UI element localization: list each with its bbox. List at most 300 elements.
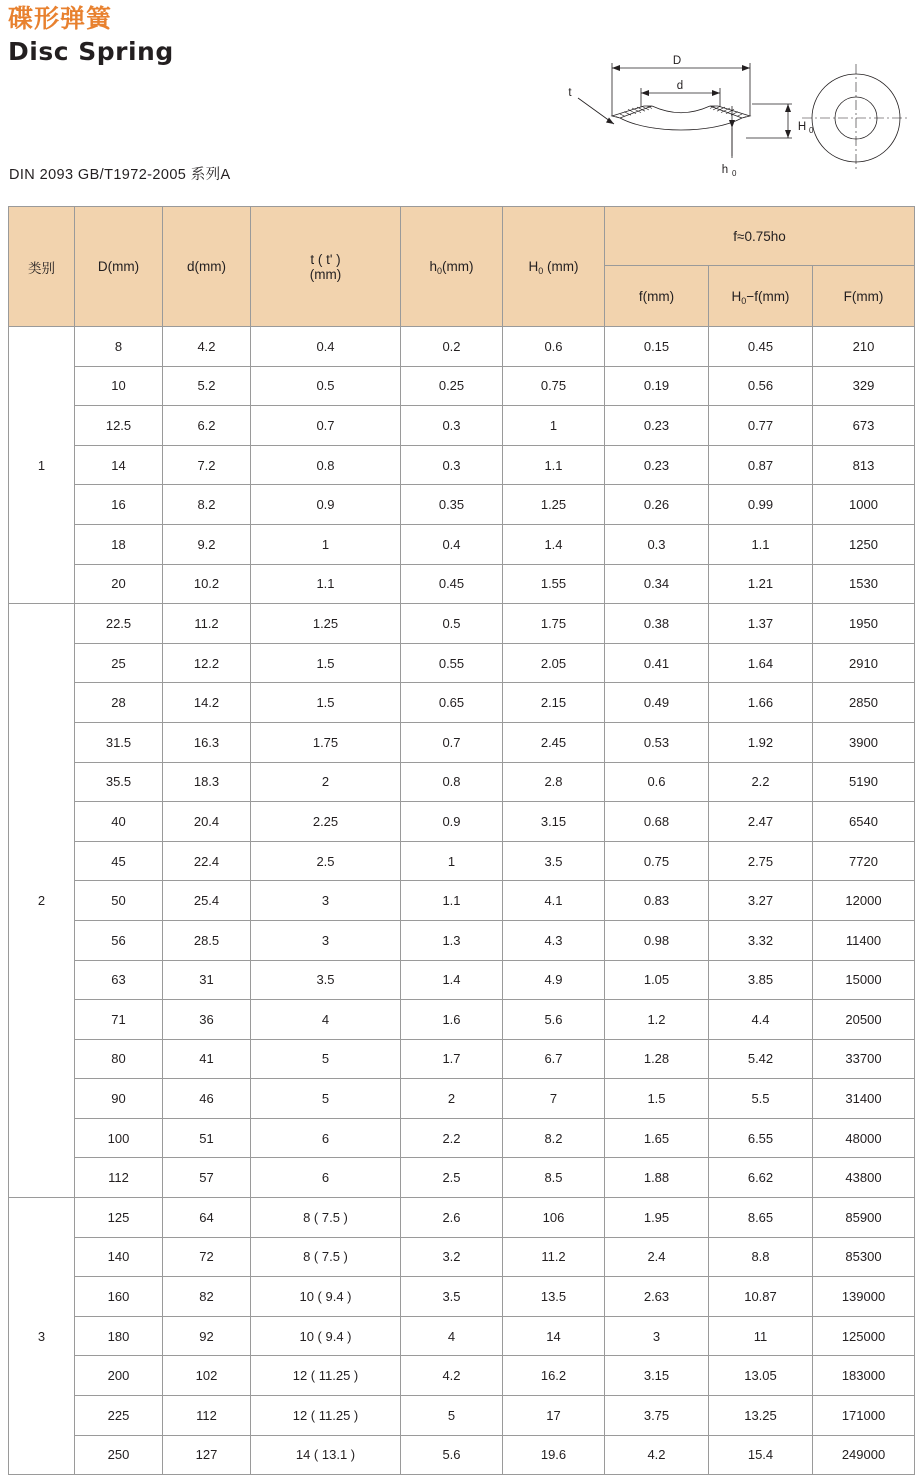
- svg-text:H: H: [797, 121, 807, 133]
- cell-4: 19.6: [503, 1435, 605, 1475]
- cell-3: 2.6: [401, 1198, 503, 1238]
- cell-1: 10.2: [163, 564, 251, 604]
- cell-6: 5.5: [709, 1079, 813, 1119]
- cell-7: 249000: [813, 1435, 915, 1475]
- cell-3: 0.9: [401, 802, 503, 842]
- table-row: [9, 445, 915, 485]
- cell-2: 2.5: [251, 841, 401, 881]
- cell-2: 1.5: [251, 683, 401, 723]
- cell-3: 1.7: [401, 1039, 503, 1079]
- cell-5: 3.15: [605, 1356, 709, 1396]
- cell-0: 80: [75, 1039, 163, 1079]
- cell-0: 8: [75, 327, 163, 367]
- header-h0-label: h: [429, 259, 437, 274]
- cell-5: 0.26: [605, 485, 709, 525]
- cell-7: 31400: [813, 1079, 915, 1119]
- cell-3: 3.2: [401, 1237, 503, 1277]
- cell-1: 51: [163, 1118, 251, 1158]
- cell-7: 673: [813, 406, 915, 446]
- cell-1: 41: [163, 1039, 251, 1079]
- cell-5: 2.63: [605, 1277, 709, 1317]
- cell-6: 1.37: [709, 604, 813, 644]
- cell-1: 92: [163, 1316, 251, 1356]
- cell-4: 1.4: [503, 524, 605, 564]
- cell-3: 0.45: [401, 564, 503, 604]
- cell-0: 225: [75, 1396, 163, 1436]
- cell-7: 2850: [813, 683, 915, 723]
- cell-2: 1.75: [251, 722, 401, 762]
- cell-1: 12.2: [163, 643, 251, 683]
- cell-3: 0.35: [401, 485, 503, 525]
- cell-6: 10.87: [709, 1277, 813, 1317]
- cell-4: 4.3: [503, 920, 605, 960]
- cell-7: 183000: [813, 1356, 915, 1396]
- cell-2: 10 ( 9.4 ): [251, 1277, 401, 1317]
- cell-1: 20.4: [163, 802, 251, 842]
- cell-2: 0.4: [251, 327, 401, 367]
- table-row: [9, 722, 915, 762]
- cell-5: 1.88: [605, 1158, 709, 1198]
- cell-2: 3: [251, 920, 401, 960]
- cell-6: 2.75: [709, 841, 813, 881]
- header-H0-minus-f-label: H: [731, 288, 742, 304]
- table-row: [9, 920, 915, 960]
- cell-7: 12000: [813, 881, 915, 921]
- header-F: F(mm): [813, 266, 915, 327]
- cell-4: 106: [503, 1198, 605, 1238]
- cell-2: 0.9: [251, 485, 401, 525]
- cell-0: 50: [75, 881, 163, 921]
- table-row: [9, 643, 915, 683]
- cell-5: 0.83: [605, 881, 709, 921]
- cell-5: 0.38: [605, 604, 709, 644]
- cell-0: 90: [75, 1079, 163, 1119]
- cell-1: 18.3: [163, 762, 251, 802]
- cell-3: 5: [401, 1396, 503, 1436]
- cell-2: 0.5: [251, 366, 401, 406]
- cell-5: 2.4: [605, 1237, 709, 1277]
- cell-6: 6.55: [709, 1118, 813, 1158]
- cell-0: 45: [75, 841, 163, 881]
- cell-3: 0.3: [401, 406, 503, 446]
- cell-5: 0.3: [605, 524, 709, 564]
- header-H0-sub: 0: [538, 266, 544, 276]
- cell-7: 210: [813, 327, 915, 367]
- cell-0: 35.5: [75, 762, 163, 802]
- cell-2: 3.5: [251, 960, 401, 1000]
- cell-5: 0.23: [605, 406, 709, 446]
- cell-7: 2910: [813, 643, 915, 683]
- header-H0-minus-f-rest: −f(mm): [746, 288, 790, 304]
- cell-6: 13.05: [709, 1356, 813, 1396]
- cell-6: 5.42: [709, 1039, 813, 1079]
- cell-6: 0.87: [709, 445, 813, 485]
- cell-7: 15000: [813, 960, 915, 1000]
- cell-5: 0.19: [605, 366, 709, 406]
- cell-7: 1000: [813, 485, 915, 525]
- table-row: [9, 1000, 915, 1040]
- standard-reference: DIN 2093 GB/T1972-2005 系列A: [9, 167, 231, 183]
- cell-0: 125: [75, 1198, 163, 1238]
- cell-6: 2.2: [709, 762, 813, 802]
- cell-1: 22.4: [163, 841, 251, 881]
- cell-3: 2: [401, 1079, 503, 1119]
- cell-4: 3.5: [503, 841, 605, 881]
- cell-0: 56: [75, 920, 163, 960]
- cell-7: 3900: [813, 722, 915, 762]
- cell-7: 48000: [813, 1118, 915, 1158]
- header-H0-minus-f: [709, 266, 813, 327]
- cell-5: 0.6: [605, 762, 709, 802]
- page-title-english: Disc Spring: [8, 37, 174, 66]
- cell-7: 7720: [813, 841, 915, 881]
- table-row: [9, 406, 915, 446]
- cell-7: 139000: [813, 1277, 915, 1317]
- cell-0: 18: [75, 524, 163, 564]
- cell-1: 112: [163, 1396, 251, 1436]
- cell-4: 1.25: [503, 485, 605, 525]
- cell-5: 3: [605, 1316, 709, 1356]
- table-row: [9, 802, 915, 842]
- header-H0-label: H: [528, 259, 539, 274]
- header-f: f(mm): [605, 266, 709, 327]
- cell-7: 33700: [813, 1039, 915, 1079]
- table-row: [9, 960, 915, 1000]
- cell-4: 4.9: [503, 960, 605, 1000]
- header-category: 类别: [9, 207, 75, 327]
- svg-text:D: D: [672, 55, 682, 67]
- cell-4: 5.6: [503, 1000, 605, 1040]
- svg-text:h: h: [721, 164, 729, 176]
- cell-1: 57: [163, 1158, 251, 1198]
- cell-6: 1.92: [709, 722, 813, 762]
- table-row: [9, 1435, 915, 1475]
- cell-2: 5: [251, 1039, 401, 1079]
- table-header-row-1: [9, 207, 915, 266]
- cell-5: 0.41: [605, 643, 709, 683]
- header-t-label: t ( t' ): [310, 251, 341, 267]
- cell-0: 112: [75, 1158, 163, 1198]
- cell-2: 5: [251, 1079, 401, 1119]
- cell-1: 28.5: [163, 920, 251, 960]
- cell-2: 6: [251, 1118, 401, 1158]
- cell-6: 13.25: [709, 1396, 813, 1436]
- table-body: [9, 327, 915, 1475]
- header-H0: [503, 207, 605, 327]
- cell-0: 160: [75, 1277, 163, 1317]
- cell-6: 6.62: [709, 1158, 813, 1198]
- header-t-unit: (mm): [309, 266, 342, 282]
- cell-2: 3: [251, 881, 401, 921]
- table-row: [9, 564, 915, 604]
- table-row: [9, 524, 915, 564]
- cell-7: 11400: [813, 920, 915, 960]
- cell-5: 1.2: [605, 1000, 709, 1040]
- table-row: [9, 1396, 915, 1436]
- cell-5: 0.15: [605, 327, 709, 367]
- cell-4: 2.15: [503, 683, 605, 723]
- cell-3: 0.25: [401, 366, 503, 406]
- header-H0-minus-f-sub: 0: [741, 295, 747, 306]
- cell-0: 16: [75, 485, 163, 525]
- cell-1: 6.2: [163, 406, 251, 446]
- cell-1: 25.4: [163, 881, 251, 921]
- table-row: [9, 1079, 915, 1119]
- cell-1: 9.2: [163, 524, 251, 564]
- cell-7: 5190: [813, 762, 915, 802]
- cell-4: 2.05: [503, 643, 605, 683]
- table-row: [9, 1039, 915, 1079]
- cell-3: 1.4: [401, 960, 503, 1000]
- svg-text:d: d: [676, 80, 684, 92]
- table-row: [9, 841, 915, 881]
- cell-7: 20500: [813, 1000, 915, 1040]
- svg-text:0: 0: [732, 169, 737, 178]
- cell-4: 16.2: [503, 1356, 605, 1396]
- cell-3: 0.5: [401, 604, 503, 644]
- cell-3: 4: [401, 1316, 503, 1356]
- cell-0: 28: [75, 683, 163, 723]
- cell-0: 100: [75, 1118, 163, 1158]
- cell-4: 14: [503, 1316, 605, 1356]
- cell-0: 25: [75, 643, 163, 683]
- cell-5: 1.5: [605, 1079, 709, 1119]
- cell-5: 0.34: [605, 564, 709, 604]
- cell-6: 1.1: [709, 524, 813, 564]
- table-row: [9, 1118, 915, 1158]
- table-row: [9, 1158, 915, 1198]
- cell-3: 1: [401, 841, 503, 881]
- cell-2: 2.25: [251, 802, 401, 842]
- cell-2: 1.25: [251, 604, 401, 644]
- cell-4: 3.15: [503, 802, 605, 842]
- header-t: [251, 207, 401, 327]
- cell-6: 15.4: [709, 1435, 813, 1475]
- cell-1: 5.2: [163, 366, 251, 406]
- cell-6: 0.77: [709, 406, 813, 446]
- cell-0: 14: [75, 445, 163, 485]
- table-row: [9, 1316, 915, 1356]
- cell-7: 85900: [813, 1198, 915, 1238]
- cell-3: 2.5: [401, 1158, 503, 1198]
- table-row: [9, 1237, 915, 1277]
- cell-6: 4.4: [709, 1000, 813, 1040]
- category-cell: 1: [9, 327, 75, 604]
- cell-5: 0.98: [605, 920, 709, 960]
- svg-text:t: t: [568, 87, 572, 99]
- cell-1: 46: [163, 1079, 251, 1119]
- cell-1: 102: [163, 1356, 251, 1396]
- cell-4: 1.75: [503, 604, 605, 644]
- table-row: [9, 366, 915, 406]
- cell-2: 4: [251, 1000, 401, 1040]
- category-cell: 3: [9, 1198, 75, 1475]
- cell-5: 0.23: [605, 445, 709, 485]
- cell-4: 4.1: [503, 881, 605, 921]
- cell-4: 11.2: [503, 1237, 605, 1277]
- cell-1: 64: [163, 1198, 251, 1238]
- disc-spring-diagram: [540, 38, 910, 178]
- cell-5: 0.49: [605, 683, 709, 723]
- cell-7: 43800: [813, 1158, 915, 1198]
- cell-2: 12 ( 11.25 ): [251, 1356, 401, 1396]
- header-h0-unit: (mm): [442, 259, 474, 274]
- cell-2: 1.5: [251, 643, 401, 683]
- cell-3: 0.8: [401, 762, 503, 802]
- cell-4: 0.6: [503, 327, 605, 367]
- cell-3: 1.6: [401, 1000, 503, 1040]
- cell-7: 1530: [813, 564, 915, 604]
- cell-7: 85300: [813, 1237, 915, 1277]
- cell-0: 140: [75, 1237, 163, 1277]
- table-row: [9, 1198, 915, 1238]
- cell-6: 11: [709, 1316, 813, 1356]
- cell-1: 127: [163, 1435, 251, 1475]
- cell-1: 36: [163, 1000, 251, 1040]
- cell-5: 4.2: [605, 1435, 709, 1475]
- cell-7: 171000: [813, 1396, 915, 1436]
- cell-6: 2.47: [709, 802, 813, 842]
- cell-2: 1: [251, 524, 401, 564]
- table-row: [9, 1356, 915, 1396]
- page-title-chinese: 碟形弹簧: [8, 4, 113, 33]
- title-block: [8, 4, 174, 68]
- cell-3: 0.4: [401, 524, 503, 564]
- cell-3: 4.2: [401, 1356, 503, 1396]
- cell-5: 1.95: [605, 1198, 709, 1238]
- cell-2: 10 ( 9.4 ): [251, 1316, 401, 1356]
- cell-0: 63: [75, 960, 163, 1000]
- cell-0: 40: [75, 802, 163, 842]
- svg-text:0: 0: [809, 126, 814, 135]
- cell-4: 1.55: [503, 564, 605, 604]
- cell-4: 7: [503, 1079, 605, 1119]
- cell-6: 8.8: [709, 1237, 813, 1277]
- cell-6: 0.99: [709, 485, 813, 525]
- cell-6: 1.66: [709, 683, 813, 723]
- cell-5: 0.53: [605, 722, 709, 762]
- cell-3: 0.55: [401, 643, 503, 683]
- cell-4: 2.45: [503, 722, 605, 762]
- cell-0: 71: [75, 1000, 163, 1040]
- cell-3: 0.7: [401, 722, 503, 762]
- cell-5: 3.75: [605, 1396, 709, 1436]
- cell-1: 14.2: [163, 683, 251, 723]
- cell-4: 8.2: [503, 1118, 605, 1158]
- cell-0: 180: [75, 1316, 163, 1356]
- cell-1: 16.3: [163, 722, 251, 762]
- cell-4: 0.75: [503, 366, 605, 406]
- cell-0: 22.5: [75, 604, 163, 644]
- category-cell: 2: [9, 604, 75, 1198]
- cell-1: 8.2: [163, 485, 251, 525]
- header-h0-sub: 0: [437, 266, 443, 276]
- cell-7: 1250: [813, 524, 915, 564]
- header-group-deflection: f≈0.75ho: [605, 207, 915, 266]
- cell-0: 12.5: [75, 406, 163, 446]
- cell-1: 11.2: [163, 604, 251, 644]
- cell-0: 250: [75, 1435, 163, 1475]
- cell-4: 2.8: [503, 762, 605, 802]
- cell-3: 0.65: [401, 683, 503, 723]
- cell-0: 10: [75, 366, 163, 406]
- header-h0: [401, 207, 503, 327]
- cell-0: 31.5: [75, 722, 163, 762]
- cell-3: 0.3: [401, 445, 503, 485]
- header-H0-unit: (mm): [543, 259, 579, 274]
- cell-6: 3.27: [709, 881, 813, 921]
- cell-6: 0.45: [709, 327, 813, 367]
- table-row: [9, 604, 915, 644]
- cell-4: 13.5: [503, 1277, 605, 1317]
- cell-5: 0.68: [605, 802, 709, 842]
- cell-2: 6: [251, 1158, 401, 1198]
- cell-6: 8.65: [709, 1198, 813, 1238]
- header-d: d(mm): [163, 207, 251, 327]
- table-row: [9, 327, 915, 367]
- header-D: D(mm): [75, 207, 163, 327]
- table-row: [9, 881, 915, 921]
- cell-7: 813: [813, 445, 915, 485]
- cell-2: 1.1: [251, 564, 401, 604]
- cell-1: 31: [163, 960, 251, 1000]
- cell-5: 1.28: [605, 1039, 709, 1079]
- cell-7: 125000: [813, 1316, 915, 1356]
- cell-4: 17: [503, 1396, 605, 1436]
- cell-5: 0.75: [605, 841, 709, 881]
- cell-2: 0.8: [251, 445, 401, 485]
- table-row: [9, 485, 915, 525]
- table-row: [9, 683, 915, 723]
- table-row: [9, 1277, 915, 1317]
- cell-6: 3.32: [709, 920, 813, 960]
- cell-4: 8.5: [503, 1158, 605, 1198]
- cell-3: 2.2: [401, 1118, 503, 1158]
- cell-3: 5.6: [401, 1435, 503, 1475]
- cell-7: 6540: [813, 802, 915, 842]
- cell-2: 12 ( 11.25 ): [251, 1396, 401, 1436]
- cell-3: 0.2: [401, 327, 503, 367]
- cell-5: 1.65: [605, 1118, 709, 1158]
- cell-3: 1.3: [401, 920, 503, 960]
- cell-4: 6.7: [503, 1039, 605, 1079]
- cell-6: 1.21: [709, 564, 813, 604]
- table-row: [9, 762, 915, 802]
- cell-1: 82: [163, 1277, 251, 1317]
- cell-2: 0.7: [251, 406, 401, 446]
- cell-5: 1.05: [605, 960, 709, 1000]
- cell-2: 8 ( 7.5 ): [251, 1198, 401, 1238]
- cell-1: 72: [163, 1237, 251, 1277]
- cell-3: 3.5: [401, 1277, 503, 1317]
- cell-6: 1.64: [709, 643, 813, 683]
- cell-6: 3.85: [709, 960, 813, 1000]
- cell-0: 20: [75, 564, 163, 604]
- disc-spring-spec-table: [8, 206, 915, 1475]
- cell-1: 4.2: [163, 327, 251, 367]
- cell-7: 1950: [813, 604, 915, 644]
- cell-4: 1.1: [503, 445, 605, 485]
- cell-6: 0.56: [709, 366, 813, 406]
- cell-0: 200: [75, 1356, 163, 1396]
- cell-7: 329: [813, 366, 915, 406]
- cell-4: 1: [503, 406, 605, 446]
- cell-1: 7.2: [163, 445, 251, 485]
- cell-3: 1.1: [401, 881, 503, 921]
- cell-2: 14 ( 13.1 ): [251, 1435, 401, 1475]
- cell-2: 2: [251, 762, 401, 802]
- cell-2: 8 ( 7.5 ): [251, 1237, 401, 1277]
